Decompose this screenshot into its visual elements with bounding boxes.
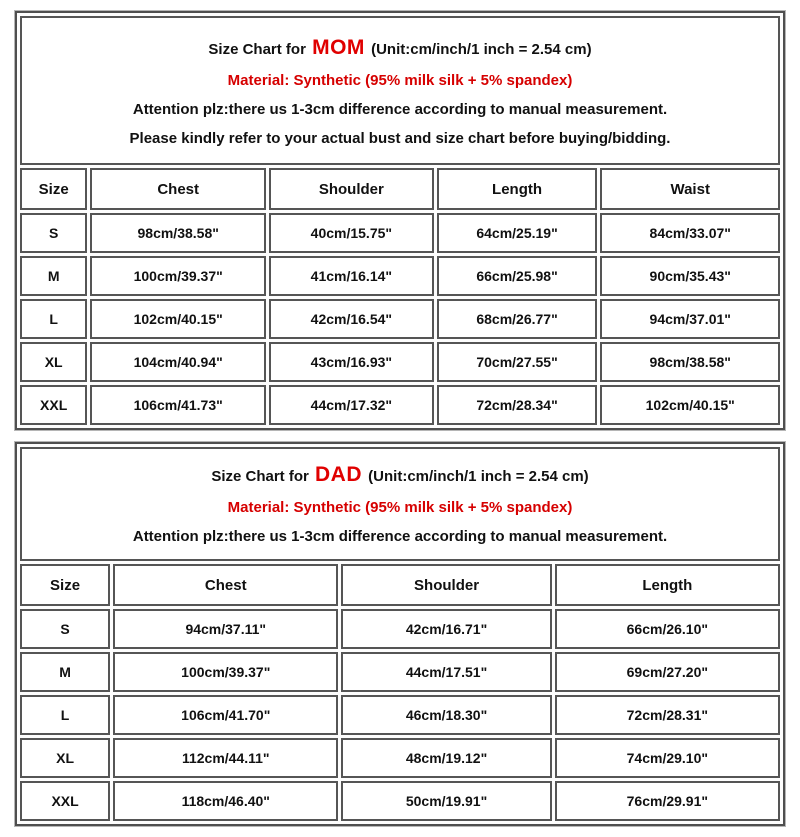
- table-row-s: [20, 609, 780, 649]
- table-cell: 94cm/37.11": [113, 609, 338, 649]
- table-cell: 70cm/27.55": [437, 342, 598, 382]
- column-header-size: Size: [20, 564, 110, 606]
- chart-title-dad: [28, 459, 772, 493]
- info-row: [20, 16, 780, 165]
- size-label: XXL: [20, 385, 87, 425]
- size-table-mom: [15, 11, 785, 430]
- header-row: [20, 564, 780, 606]
- material-note: Material: Synthetic (95% milk silk + 5% spandex): [227, 499, 573, 516]
- title-prefix: Size Chart for: [211, 468, 314, 485]
- column-header-chest: Chest: [113, 564, 338, 606]
- size-label: XXL: [20, 781, 110, 821]
- table-cell: 48cm/19.12": [341, 738, 551, 778]
- table-cell: 46cm/18.30": [341, 695, 551, 735]
- column-header-chest: Chest: [90, 168, 266, 210]
- chart-title-mom: [28, 32, 772, 66]
- column-header-length: Length: [437, 168, 598, 210]
- table-cell: 40cm/15.75": [269, 213, 434, 253]
- header-row: [20, 168, 780, 210]
- table-cell: 42cm/16.54": [269, 299, 434, 339]
- table-cell: 76cm/29.91": [555, 781, 780, 821]
- table-row-xl: [20, 738, 780, 778]
- table-cell: 106cm/41.70": [113, 695, 338, 735]
- table-cell: 72cm/28.31": [555, 695, 780, 735]
- size-label: L: [20, 299, 87, 339]
- size-table-dad: [15, 442, 785, 826]
- size-label: XL: [20, 342, 87, 382]
- table-cell: 102cm/40.15": [600, 385, 780, 425]
- table-row-xxl: [20, 385, 780, 425]
- table-cell: 41cm/16.14": [269, 256, 434, 296]
- table-cell: 43cm/16.93": [269, 342, 434, 382]
- column-header-waist: Waist: [600, 168, 780, 210]
- table-row-m: [20, 652, 780, 692]
- table-cell: 42cm/16.71": [341, 609, 551, 649]
- table-cell: 112cm/44.11": [113, 738, 338, 778]
- attention-note: Attention plz:there us 1-3cm difference according to manual measurement.: [132, 101, 668, 118]
- column-header-size: Size: [20, 168, 87, 210]
- table-cell: 44cm/17.32": [269, 385, 434, 425]
- table-cell: 94cm/37.01": [600, 299, 780, 339]
- title-audience: MOM: [312, 36, 365, 59]
- table-cell: 69cm/27.20": [555, 652, 780, 692]
- title-unit-note: (Unit:cm/inch/1 inch = 2.54 cm): [364, 468, 589, 485]
- size-label: S: [20, 609, 110, 649]
- measurement-note: Please kindly refer to your actual bust and size chart before buying/bidding.: [129, 130, 671, 147]
- table-row-xxl: [20, 781, 780, 821]
- title-prefix: Size Chart for: [208, 41, 311, 58]
- info-cell-dad: [20, 447, 780, 561]
- table-row-xl: [20, 342, 780, 382]
- table-cell: 66cm/25.98": [437, 256, 598, 296]
- table-cell: 90cm/35.43": [600, 256, 780, 296]
- column-header-shoulder: Shoulder: [269, 168, 434, 210]
- table-cell: 66cm/26.10": [555, 609, 780, 649]
- table-cell: 64cm/25.19": [437, 213, 598, 253]
- size-chart-block-mom: [14, 10, 786, 431]
- table-cell: 98cm/38.58": [90, 213, 266, 253]
- info-cell-mom: [20, 16, 780, 165]
- table-cell: 72cm/28.34": [437, 385, 598, 425]
- table-cell: 68cm/26.77": [437, 299, 598, 339]
- table-cell: 84cm/33.07": [600, 213, 780, 253]
- table-cell: 50cm/19.91": [341, 781, 551, 821]
- table-row-s: [20, 213, 780, 253]
- info-row: [20, 447, 780, 561]
- table-cell: 104cm/40.94": [90, 342, 266, 382]
- size-label: XL: [20, 738, 110, 778]
- table-cell: 44cm/17.51": [341, 652, 551, 692]
- title-unit-note: (Unit:cm/inch/1 inch = 2.54 cm): [366, 41, 592, 58]
- title-audience: DAD: [315, 463, 363, 486]
- table-cell: 74cm/29.10": [555, 738, 780, 778]
- column-header-length: Length: [555, 564, 780, 606]
- attention-note: Attention plz:there us 1-3cm difference according to manual measurement.: [132, 528, 668, 545]
- size-label: M: [20, 256, 87, 296]
- column-header-shoulder: Shoulder: [341, 564, 551, 606]
- table-cell: 100cm/39.37": [113, 652, 338, 692]
- table-row-l: [20, 299, 780, 339]
- table-cell: 118cm/46.40": [113, 781, 338, 821]
- table-cell: 106cm/41.73": [90, 385, 266, 425]
- material-note: Material: Synthetic (95% milk silk + 5% spandex): [227, 72, 573, 89]
- size-chart-block-dad: [14, 441, 786, 827]
- table-cell: 100cm/39.37": [90, 256, 266, 296]
- table-cell: 98cm/38.58": [600, 342, 780, 382]
- size-label: M: [20, 652, 110, 692]
- table-row-l: [20, 695, 780, 735]
- size-label: L: [20, 695, 110, 735]
- size-label: S: [20, 213, 87, 253]
- table-row-m: [20, 256, 780, 296]
- table-cell: 102cm/40.15": [90, 299, 266, 339]
